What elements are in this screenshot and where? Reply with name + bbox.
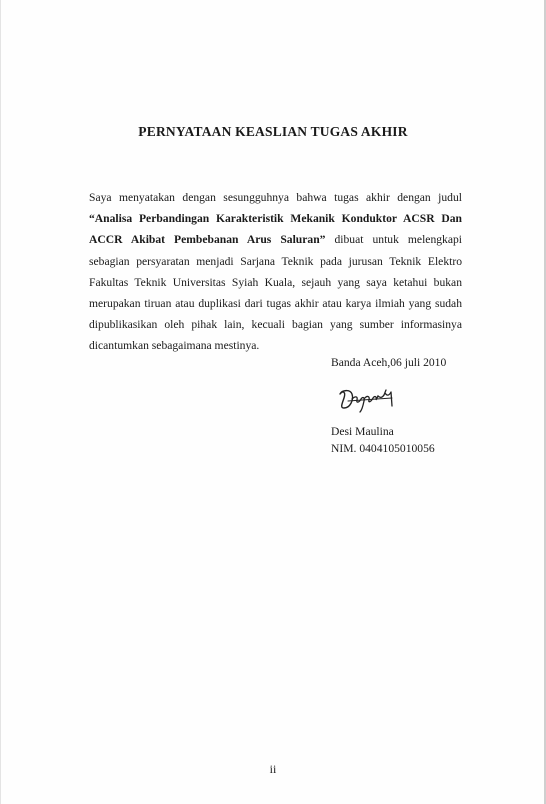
statement-rest: dibuat untuk melengkapi sebagian persyaratan menjadi Sarjana Teknik pada jurusan Teknik Elektro Fakultas Teknik Universitas Syiah Kuala, sejauh yang saya ketahui bukan merupakan tiruan atau duplikasi dari tugas akhir atau karya ilmiah yang sudah dipublikasikan oleh pihak lain, kecuali bagian yang sumber informasinya dicantumkan sebagaimana mestinya. bbox=[89, 233, 462, 353]
statement-intro: Saya menyatakan dengan sesungguhnya bahwa tugas akhir dengan judul bbox=[89, 191, 462, 204]
statement-paragraph bbox=[89, 187, 462, 357]
handwritten-signature bbox=[334, 384, 400, 414]
place-date: Banda Aceh,06 juli 2010 bbox=[331, 356, 447, 369]
thesis-title: “Analisa Perbandingan Karakteristik Mekanik Konduktor ACSR Dan ACCR Akibat Pembebanan Arus Saluran” bbox=[89, 212, 462, 247]
signer-name: Desi Maulina bbox=[331, 425, 394, 438]
page-number: ii bbox=[269, 762, 277, 776]
signer-nim: NIM. 0404105010056 bbox=[331, 442, 435, 455]
page-edge-left bbox=[0, 0, 1, 804]
document-title: PERNYATAAN KEASLIAN TUGAS AKHIR bbox=[138, 124, 408, 139]
